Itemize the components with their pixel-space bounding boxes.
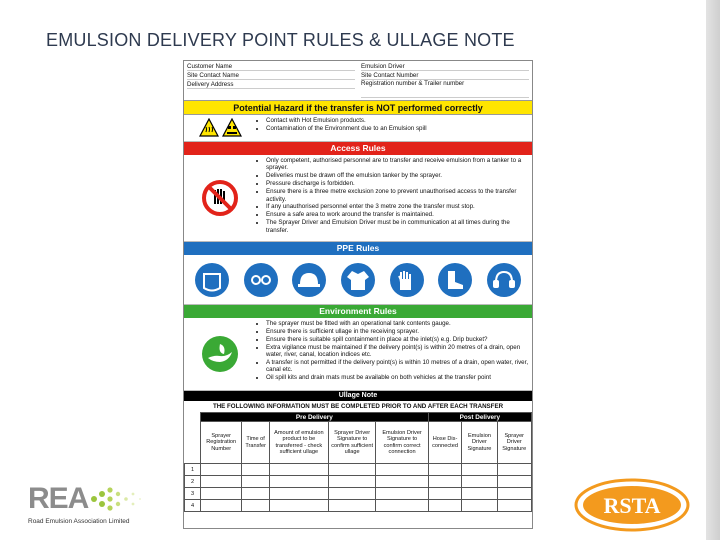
environment-rule-item: • Ensure there is sufficient ullage in the receiving sprayer. bbox=[266, 328, 529, 335]
ullage-cell[interactable] bbox=[497, 464, 531, 476]
environment-icons bbox=[184, 318, 256, 390]
ullage-cell[interactable] bbox=[201, 464, 242, 476]
rsta-logo bbox=[572, 477, 692, 533]
customer-name-label: Customer Name bbox=[187, 62, 355, 71]
rea-logo bbox=[28, 484, 178, 526]
side-decoration-bar bbox=[706, 0, 720, 540]
safety-boots-icon bbox=[437, 262, 473, 298]
ullage-cell[interactable] bbox=[497, 488, 531, 500]
environment-rule-item: • Extra vigilance must be maintained if the delivery point(s) is within 20 metres of a drain, open water, river, canal, location indices etc. bbox=[266, 344, 529, 359]
ppe-rules-title: PPE Rules bbox=[184, 242, 532, 255]
gloves-icon bbox=[389, 262, 425, 298]
access-rule-item: • If any unauthorised personnel enter the 3 metre zone the transfer must stop. bbox=[266, 203, 529, 210]
ullage-cell[interactable] bbox=[328, 488, 376, 500]
ullage-cell[interactable] bbox=[376, 488, 428, 500]
access-rule-item: • The Sprayer Driver and Emulsion Driver must be in communication at all times during the transfer. bbox=[266, 219, 529, 234]
ullage-cell[interactable] bbox=[462, 488, 497, 500]
ullage-cell[interactable] bbox=[201, 488, 242, 500]
hard-hat-icon bbox=[291, 262, 327, 298]
ullage-cell[interactable] bbox=[201, 476, 242, 488]
access-rule-item: • Pressure discharge is forbidden. bbox=[266, 180, 529, 187]
protective-clothing-icon bbox=[340, 262, 376, 298]
header-left bbox=[184, 61, 358, 100]
row-number: 3 bbox=[185, 488, 201, 500]
ullage-cell[interactable] bbox=[497, 500, 531, 512]
ullage-table bbox=[184, 412, 532, 512]
ullage-column-header: Time of Transfer bbox=[242, 422, 270, 464]
ullage-cell[interactable] bbox=[269, 500, 328, 512]
ullage-cell[interactable] bbox=[328, 500, 376, 512]
ullage-cell[interactable] bbox=[462, 464, 497, 476]
hazard-title: Potential Hazard if the transfer is NOT performed correctly bbox=[184, 101, 532, 115]
table-row bbox=[185, 488, 532, 500]
access-rules-section bbox=[184, 155, 532, 242]
table-row bbox=[185, 464, 532, 476]
face-shield-icon bbox=[194, 262, 230, 298]
ullage-cell[interactable] bbox=[242, 488, 270, 500]
ullage-cell[interactable] bbox=[269, 464, 328, 476]
ullage-blank-cell bbox=[185, 413, 201, 422]
ullage-note-subtitle: THE FOLLOWING INFORMATION MUST BE COMPLETED PRIOR TO AND AFTER EACH TRANSFER bbox=[212, 403, 504, 410]
ullage-cell[interactable] bbox=[269, 488, 328, 500]
site-contact-number-label: Site Contact Number bbox=[361, 71, 529, 80]
access-rule-item: • Ensure there is a three metre exclusion zone to prevent unauthorised access to the transfer activity. bbox=[266, 188, 529, 203]
ullage-cell[interactable] bbox=[428, 464, 462, 476]
environment-rules-section bbox=[184, 318, 532, 391]
environment-rules-text bbox=[256, 318, 532, 390]
hazard-section bbox=[184, 115, 532, 142]
environment-rule-item: • A transfer is not permitted if the delivery point(s) is within 10 metres of a drain, open water, river, canal etc. bbox=[266, 359, 529, 374]
ullage-cell[interactable] bbox=[242, 476, 270, 488]
access-rule-item: • Deliveries must be drawn off the emulsion tanker by the sprayer. bbox=[266, 172, 529, 179]
rules-document bbox=[183, 60, 533, 529]
ppe-icons-row bbox=[184, 255, 532, 305]
pre-delivery-header: Pre Delivery bbox=[201, 413, 429, 422]
ullage-cell[interactable] bbox=[497, 476, 531, 488]
environment-rules-title: Environment Rules bbox=[184, 305, 532, 318]
emulsion-driver-label: Emulsion Driver bbox=[361, 62, 529, 71]
ullage-column-header: Emulsion Driver Signature bbox=[462, 422, 497, 464]
access-rules-text bbox=[256, 155, 532, 241]
environment-hand-icon bbox=[200, 334, 240, 374]
hazard-text bbox=[256, 115, 532, 141]
ullage-cell[interactable] bbox=[242, 500, 270, 512]
access-icons bbox=[184, 155, 256, 241]
registration-number-label: Registration number & Trailer number bbox=[361, 80, 529, 98]
post-delivery-header: Post Delivery bbox=[428, 413, 531, 422]
rea-dots-icon bbox=[88, 484, 158, 514]
document-header bbox=[184, 61, 532, 101]
hazard-item: • Contamination of the Environment due to an Emulsion spill bbox=[266, 125, 529, 132]
ullage-cell[interactable] bbox=[428, 476, 462, 488]
row-number: 4 bbox=[185, 500, 201, 512]
hot-surface-warning-icon bbox=[199, 118, 219, 138]
delivery-address-label: Delivery Address bbox=[187, 80, 355, 89]
row-number: 1 bbox=[185, 464, 201, 476]
environment-rule-item: • Oil spill kits and drain mats must be available on both vehicles at the transfer point bbox=[266, 374, 529, 381]
ullage-cell[interactable] bbox=[201, 500, 242, 512]
ullage-column-header: Sprayer Driver Signature to confirm sufficient ullage bbox=[328, 422, 376, 464]
ullage-cell[interactable] bbox=[242, 464, 270, 476]
ullage-cell[interactable] bbox=[462, 476, 497, 488]
rsta-logo-graphic bbox=[572, 477, 692, 533]
ullage-cell[interactable] bbox=[376, 476, 428, 488]
rea-logo-word: REA bbox=[28, 482, 89, 515]
corrosive-warning-icon bbox=[222, 118, 242, 138]
ear-protection-icon bbox=[486, 262, 522, 298]
ullage-corner-cell bbox=[185, 422, 201, 464]
environment-rule-item: • The sprayer must be fitted with an operational tank contents gauge. bbox=[266, 320, 529, 327]
table-row bbox=[185, 500, 532, 512]
ullage-note-title: Ullage Note bbox=[184, 391, 532, 401]
hazard-item: • Contact with Hot Emulsion products. bbox=[266, 117, 529, 124]
environment-rule-item: • Ensure there is suitable spill containment in place at the inlet(s) e.g. Drip bucket? bbox=[266, 336, 529, 343]
access-rules-title: Access Rules bbox=[184, 142, 532, 155]
page-title: EMULSION DELIVERY POINT RULES & ULLAGE NOTE bbox=[46, 30, 515, 50]
ullage-column-header: Emulsion Driver Signature to confirm correct connection bbox=[376, 422, 428, 464]
ullage-cell[interactable] bbox=[328, 476, 376, 488]
no-entry-prohibition-icon bbox=[201, 179, 239, 217]
row-number: 2 bbox=[185, 476, 201, 488]
ullage-cell[interactable] bbox=[462, 500, 497, 512]
rea-logo-subtitle: Road Emulsion Association Limited bbox=[28, 518, 130, 525]
ullage-cell[interactable] bbox=[269, 476, 328, 488]
ullage-column-header: Hose Dis-connected bbox=[428, 422, 462, 464]
rsta-logo-word: RSTA bbox=[603, 493, 661, 518]
ullage-cell[interactable] bbox=[376, 464, 428, 476]
table-row bbox=[185, 476, 532, 488]
ullage-column-header: Amount of emulsion product to be transferred - check sufficient ullage bbox=[269, 422, 328, 464]
ullage-cell[interactable] bbox=[428, 500, 462, 512]
ullage-cell[interactable] bbox=[428, 488, 462, 500]
access-rule-item: • Only competent, authorised personnel are to transfer and receive emulsion from a tanker to a sprayer. bbox=[266, 157, 529, 172]
ullage-column-header: Sprayer Driver Signature bbox=[497, 422, 531, 464]
ullage-cell[interactable] bbox=[328, 464, 376, 476]
site-contact-name-label: Site Contact Name bbox=[187, 71, 355, 80]
ullage-column-header: Sprayer Registration Number bbox=[201, 422, 242, 464]
ullage-cell[interactable] bbox=[376, 500, 428, 512]
safety-goggles-icon bbox=[243, 262, 279, 298]
header-right bbox=[358, 61, 532, 100]
hazard-icons bbox=[184, 115, 256, 141]
access-rule-item: • Ensure a safe area to work around the transfer is maintained. bbox=[266, 211, 529, 218]
